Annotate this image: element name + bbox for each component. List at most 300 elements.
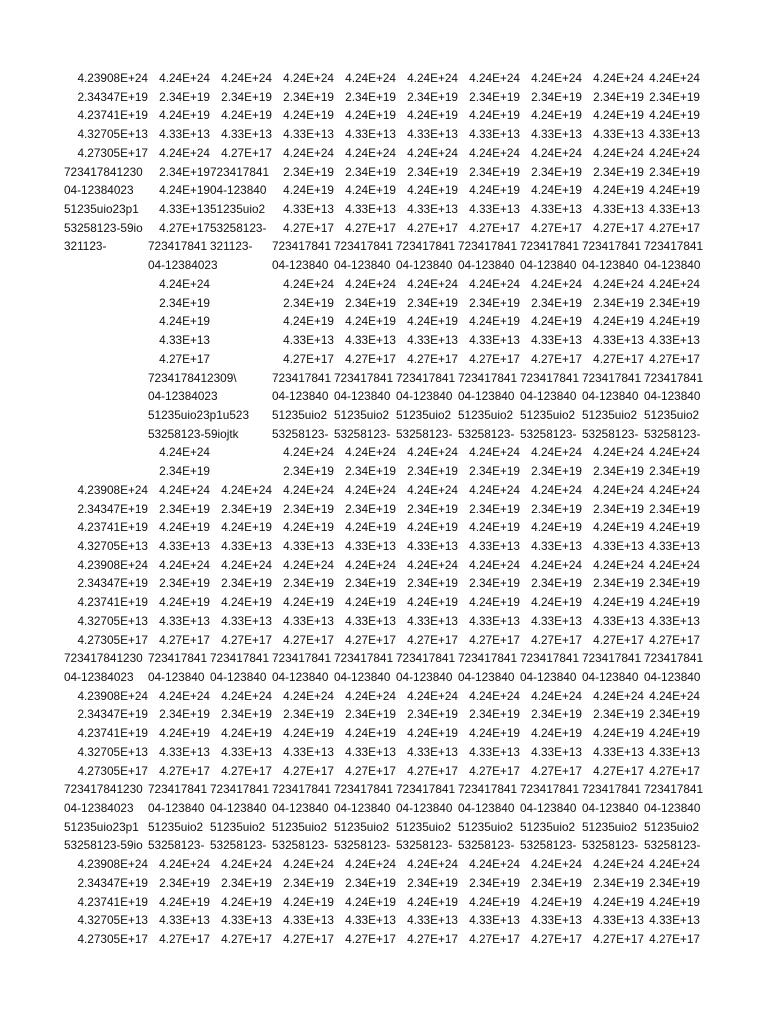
table-cell: 4.23741E+19 <box>77 894 148 909</box>
table-cell: 723417841 <box>210 164 270 179</box>
table-cell: 2.34E+19 <box>531 875 582 890</box>
table-cell <box>64 256 148 275</box>
table-cell <box>210 406 272 425</box>
table-cell <box>210 387 272 406</box>
table-cell: 2.34E+19 <box>469 464 520 479</box>
table-cell: 4.27E+17 <box>593 220 644 235</box>
table-cell: 4.24E+24 <box>345 445 396 460</box>
table-cell: 4.24E+19 <box>221 726 272 741</box>
table-cell: 04-123840 <box>582 801 639 816</box>
table-cell: 723417841 <box>272 370 332 385</box>
table-cell: 04-123840 <box>210 670 267 684</box>
table-cell: 4.27E+17 <box>593 763 644 778</box>
table-cell: 4.27E+17 <box>283 351 334 366</box>
table-cell: 2.34E+19 <box>649 707 700 722</box>
table-cell: 4.24E+24 <box>221 688 272 703</box>
table-cell: 4.24E+19 <box>221 894 272 909</box>
table-row <box>64 144 704 163</box>
table-cell: 4.27E+17 <box>221 632 272 647</box>
table-cell: 4.24E+19 <box>159 595 210 610</box>
table-cell: 4.33E+13 <box>469 744 520 759</box>
table-cell: 51235uio2 <box>582 407 638 422</box>
table-cell: 51235uio2 <box>520 407 576 422</box>
table-cell: 4.27E+17 <box>407 351 458 366</box>
table-row <box>64 574 704 593</box>
table-cell: 2.34E+19 <box>283 164 334 179</box>
table-cell: 4.24E+24 <box>649 482 700 497</box>
table-cell <box>64 275 148 294</box>
table-row <box>64 724 704 743</box>
table-cell: 4.24E+24 <box>345 857 396 872</box>
table-cell: 4.24E+24 <box>649 145 700 160</box>
table-row <box>64 687 704 706</box>
table-row <box>64 631 704 650</box>
table-cell: 04-123840 <box>148 801 205 816</box>
table-cell: 4.24E+24 <box>221 482 272 497</box>
table-cell: 4.23741E+19 <box>77 520 148 535</box>
table-cell: 4.27E+17 <box>283 932 334 947</box>
table-row <box>64 219 704 238</box>
table-cell: 51235uio23p1u523 <box>148 407 250 422</box>
table-cell: 04-12384023 <box>148 389 218 404</box>
table-row <box>64 312 704 331</box>
table-cell: 723417841 <box>396 782 456 797</box>
table-cell: 4.27E+17 <box>469 932 520 947</box>
table-cell: 51235uio2 <box>644 407 700 422</box>
table-cell: 4.33E+13 <box>407 538 458 553</box>
table-cell: 4.24E+19 <box>283 183 334 198</box>
table-cell: 4.33E+13 <box>469 913 520 928</box>
table-cell: 04-123840 <box>458 258 515 273</box>
table-cell: 321123- <box>64 239 107 254</box>
table-cell <box>64 331 148 350</box>
table-cell: 4.24E+19 <box>593 520 644 535</box>
table-cell: 2.34E+19 <box>593 295 644 310</box>
table-cell <box>210 312 272 331</box>
table-cell: 4.27E+17 <box>345 763 396 778</box>
table-cell: 04-123840 <box>582 670 639 684</box>
table-cell <box>64 294 148 313</box>
table-cell: 4.24E+24 <box>593 688 644 703</box>
table-cell: 53258123- <box>396 426 453 441</box>
table-cell: 4.33E+13 <box>283 127 334 142</box>
table-cell: 723417841 <box>148 239 208 254</box>
table-cell: 4.24E+19 <box>283 520 334 535</box>
table-cell: 04-123840 <box>396 801 453 816</box>
table-cell: 4.24E+24 <box>221 857 272 872</box>
table-cell: 4.27305E+17 <box>77 632 148 647</box>
table-cell: 4.32705E+13 <box>77 127 148 142</box>
table-cell: 723417841 <box>334 782 394 797</box>
table-cell <box>210 425 272 444</box>
table-cell <box>64 462 148 481</box>
table-cell: 723417841230 <box>64 651 143 666</box>
table-cell: 4.33E+13 <box>469 127 520 142</box>
table-cell: 4.27E+17 <box>345 932 396 947</box>
table-cell: 2.34E+19 <box>531 464 582 479</box>
table-cell: 4.24E+19 <box>469 595 520 610</box>
table-cell: 4.24E+19 <box>407 595 458 610</box>
table-cell: 53258123- <box>210 838 267 853</box>
table-cell: 4.24E+24 <box>345 688 396 703</box>
table-cell: 4.24E+19 <box>407 520 458 535</box>
table-cell: 4.24E+24 <box>407 557 458 572</box>
table-cell <box>210 256 272 275</box>
table-cell: 4.24E+19 <box>221 108 272 123</box>
table-cell: 4.24E+19 <box>345 108 396 123</box>
table-cell: 04-123840 <box>644 389 701 404</box>
table-cell: 4.33E+13 <box>649 744 700 759</box>
table-cell: 4.24E+24 <box>469 445 520 460</box>
table-cell: 4.33E+13 <box>593 613 644 628</box>
table-cell: 04-123840 <box>272 389 329 404</box>
table-cell: 51235uio2 <box>210 202 266 217</box>
table-cell: 4.24E+24 <box>345 557 396 572</box>
table-cell: 2.34E+19 <box>345 875 396 890</box>
table-cell: 4.33E+13 <box>531 127 582 142</box>
table-row <box>64 556 704 575</box>
table-cell: 4.27E+17 <box>531 932 582 947</box>
table-cell: 723417841 <box>582 651 642 666</box>
table-cell: 2.34E+19 <box>531 295 582 310</box>
table-cell: 04-123840 <box>334 258 391 273</box>
table-cell: 723417841 <box>458 651 518 666</box>
table-cell: 2.34E+19 <box>345 464 396 479</box>
table-cell: 4.33E+13 <box>531 333 582 348</box>
table-cell: 4.24E+19 <box>649 183 700 198</box>
table-cell: 723417841 <box>272 782 332 797</box>
table-cell: 04-123840 <box>210 801 267 816</box>
table-cell: 4.24E+24 <box>159 482 210 497</box>
table-cell: 723417841 <box>520 370 580 385</box>
table-cell: 53258123- <box>644 838 701 853</box>
table-cell: 2.34E+19 <box>593 875 644 890</box>
table-cell: 4.24E+24 <box>283 445 334 460</box>
table-cell: 4.24E+19 <box>159 894 210 909</box>
table-row <box>64 780 704 799</box>
table-cell: 4.27E+17 <box>649 932 700 947</box>
table-cell: 2.34E+19 <box>531 89 582 104</box>
table-cell: 2.34E+19 <box>283 295 334 310</box>
table-row <box>64 443 704 462</box>
table-cell: 4.24E+19 <box>593 314 644 329</box>
table-cell: 4.24E+24 <box>283 71 334 85</box>
table-cell: 4.23908E+24 <box>77 688 148 703</box>
table-cell: 4.24E+24 <box>469 857 520 872</box>
table-cell: 4.24E+24 <box>649 857 700 872</box>
table-cell: 2.34E+19 <box>469 501 520 516</box>
table-row <box>64 425 704 444</box>
table-cell: 4.27E+17 <box>593 351 644 366</box>
table-cell: 4.33E+13 <box>283 538 334 553</box>
table-cell: 2.34E+19 <box>649 464 700 479</box>
table-cell: 4.33E+13 <box>345 538 396 553</box>
table-cell: 4.33E+13 <box>469 538 520 553</box>
table-cell: 4.24E+19 <box>469 520 520 535</box>
table-row <box>64 762 704 781</box>
table-cell: 4.27E+17 <box>159 632 210 647</box>
table-cell: 4.27E+17 <box>345 351 396 366</box>
table-cell: 4.24E+19 <box>345 894 396 909</box>
table-cell: 4.24E+24 <box>531 482 582 497</box>
table-cell: 4.27E+17 <box>531 632 582 647</box>
table-cell: 4.27E+17 <box>159 763 210 778</box>
table-cell: 04-12384023 <box>64 801 134 816</box>
table-cell: 2.34E+19 <box>469 576 520 591</box>
table-row <box>64 668 704 687</box>
table-cell: 723417841 <box>644 782 704 797</box>
table-cell: 4.24E+24 <box>649 557 700 572</box>
table-cell: 2.34E+19 <box>649 89 700 104</box>
table-cell: 2.34E+19 <box>531 501 582 516</box>
table-cell: 4.33E+13 <box>159 913 210 928</box>
table-cell: 2.34E+19 <box>407 464 458 479</box>
table-cell: 04-123840 <box>644 258 701 273</box>
table-cell <box>210 275 272 294</box>
table-cell: 4.33E+13 <box>283 744 334 759</box>
table-cell: 4.24E+24 <box>283 482 334 497</box>
table-cell: 4.24E+19 <box>283 726 334 741</box>
table-cell: 4.24E+19 <box>593 108 644 123</box>
table-cell: 4.33E+13 <box>159 333 210 348</box>
table-cell: 723417841 <box>520 239 580 254</box>
table-cell: 4.33E+13 <box>283 202 334 217</box>
table-cell: 723417841230 <box>64 782 143 797</box>
table-cell: 723417841 <box>644 239 704 254</box>
table-row <box>64 855 704 874</box>
table-cell: 723417841 <box>272 651 332 666</box>
table-cell: 2.34E+19 <box>593 501 644 516</box>
table-cell: 4.24E+19 <box>469 726 520 741</box>
table-cell: 4.33E+13 <box>345 127 396 142</box>
table-cell: 4.24E+19 <box>159 108 210 123</box>
table-cell: 4.27E+17 <box>649 763 700 778</box>
table-cell: 4.24E+24 <box>469 276 520 291</box>
table-cell: 4.33E+13 <box>407 744 458 759</box>
table-cell: 04-123840 <box>520 801 577 816</box>
table-cell: 4.24E+24 <box>159 71 210 85</box>
table-row <box>64 593 704 612</box>
table-cell: 4.24E+19 <box>649 314 700 329</box>
table-cell: 53258123- <box>458 838 515 853</box>
table-cell: 2.34347E+19 <box>77 875 148 890</box>
table-cell: 723417841 <box>520 782 580 797</box>
table-cell: 04-123840 <box>272 801 329 816</box>
table-cell <box>210 443 272 462</box>
table-row <box>64 163 704 182</box>
table-cell: 4.24E+19 <box>407 726 458 741</box>
table-cell: 4.27E+17 <box>159 932 210 947</box>
table-cell: 2.34E+19 <box>649 576 700 591</box>
table-cell: 723417841 <box>148 782 208 797</box>
table-cell: 04-123840 <box>334 670 391 684</box>
table-cell: 04-123840 <box>396 389 453 404</box>
table-row <box>64 911 704 930</box>
table-cell: 4.27E+17 <box>345 220 396 235</box>
table-cell: 4.24E+24 <box>345 482 396 497</box>
table-cell: 4.24E+19 <box>469 894 520 909</box>
table-cell: 4.24E+24 <box>469 688 520 703</box>
table-cell: 4.33E+13 <box>649 913 700 928</box>
table-cell: 4.27E+17 <box>221 145 272 160</box>
table-cell <box>64 406 148 425</box>
table-cell: 723417841 <box>458 239 518 254</box>
table-cell: 53258123-59io <box>64 838 143 853</box>
table-cell: 51235uio2 <box>458 819 514 834</box>
table-cell: 04-12384023 <box>64 183 134 198</box>
table-cell: 53258123-59io <box>64 220 143 235</box>
table-cell: 4.33E+13 <box>593 333 644 348</box>
table-cell: 2.34E+19 <box>593 89 644 104</box>
table-cell: 4.24E+24 <box>649 688 700 703</box>
table-cell: 2.34E+19 <box>407 875 458 890</box>
table-cell: 2.34E+19 <box>531 576 582 591</box>
table-cell: 4.24E+24 <box>649 445 700 460</box>
table-cell: 04-123840 <box>582 258 639 273</box>
table-cell: 4.24E+19 <box>649 520 700 535</box>
table-cell: 4.24E+24 <box>345 71 396 85</box>
table-cell: 4.24E+24 <box>531 276 582 291</box>
table-cell: 4.24E+19 <box>469 183 520 198</box>
table-cell: 4.24E+19 <box>531 894 582 909</box>
table-row <box>64 106 704 125</box>
table-cell: 51235uio2 <box>520 819 576 834</box>
table-cell: 4.24E+24 <box>649 276 700 291</box>
table-row <box>64 743 704 762</box>
table-cell: 4.33E+13 <box>221 127 272 142</box>
table-cell: 4.33E+13 <box>159 613 210 628</box>
table-cell: 4.27305E+17 <box>77 145 148 160</box>
table-cell: 4.24E+24 <box>593 482 644 497</box>
table-cell: 4.24E+19 <box>649 108 700 123</box>
table-cell: 4.24E+24 <box>283 557 334 572</box>
table-cell: 04-123840 <box>458 801 515 816</box>
table-cell: 53258123- <box>396 838 453 853</box>
table-cell: 4.33E+13 <box>407 333 458 348</box>
table-cell: 4.27E+17 <box>469 763 520 778</box>
table-cell: 4.27E+17 <box>407 220 458 235</box>
table-cell: 2.34E+19 <box>649 875 700 890</box>
table-cell: 2.34E+19 <box>649 501 700 516</box>
table-cell: 4.27E+17 <box>531 220 582 235</box>
table-cell: 4.24E+24 <box>531 688 582 703</box>
table-cell: 4.33E+13 <box>345 333 396 348</box>
table-cell: 4.33E+13 <box>649 538 700 553</box>
table-cell: 53258123- <box>334 838 391 853</box>
table-cell: 2.34E+19 <box>159 707 210 722</box>
table-cell: 4.24E+24 <box>283 857 334 872</box>
table-cell: 4.27E+17 <box>649 351 700 366</box>
table-cell: 4.27E+17 <box>407 763 458 778</box>
table-cell: 2.34E+19 <box>221 707 272 722</box>
table-cell: 2.34E+19 <box>159 464 210 479</box>
table-row <box>64 387 704 406</box>
table-cell: 4.33E+13 <box>159 538 210 553</box>
table-cell: 53258123- <box>148 838 205 853</box>
table-cell: 4.24E+24 <box>345 145 396 160</box>
table-cell: 723417841 <box>210 651 270 666</box>
table-cell: 4.24E+19 <box>345 314 396 329</box>
table-cell: 53258123-59iojtk <box>148 426 239 441</box>
table-cell: 51235uio2 <box>396 819 452 834</box>
table-cell: 4.23908E+24 <box>77 557 148 572</box>
table-cell: 2.34E+19 <box>159 576 210 591</box>
table-cell: 4.24E+24 <box>283 145 334 160</box>
table-cell: 4.24E+24 <box>159 557 210 572</box>
table-cell: 4.24E+19 <box>469 108 520 123</box>
table-cell: 4.27E+17 <box>407 932 458 947</box>
table-row <box>64 649 704 668</box>
table-cell: 4.24E+19 <box>159 726 210 741</box>
table-cell: 04-123840 <box>520 258 577 273</box>
table-cell: 4.24E+24 <box>531 557 582 572</box>
table-cell: 2.34E+19 <box>221 576 272 591</box>
table-cell: 4.24E+24 <box>407 145 458 160</box>
table-cell: 2.34E+19 <box>283 501 334 516</box>
table-cell: 4.33E+13 <box>159 744 210 759</box>
table-cell: 4.33E+13 <box>159 127 210 142</box>
table-cell: 4.24E+19 <box>593 726 644 741</box>
table-row <box>64 406 704 425</box>
table-cell: 4.24E+24 <box>531 857 582 872</box>
table-cell: 4.27E+17 <box>345 632 396 647</box>
table-cell: 723417841 <box>644 651 704 666</box>
table-cell: 4.27E+17 <box>593 932 644 947</box>
table-cell: 2.34E+19 <box>531 164 582 179</box>
table-cell: 2.34E+19 <box>407 707 458 722</box>
table-cell: 4.27E+17 <box>159 220 210 235</box>
table-cell: 2.34E+19 <box>469 89 520 104</box>
table-cell: 4.32705E+13 <box>77 538 148 553</box>
table-cell: 4.33E+13 <box>221 913 272 928</box>
table-cell: 4.24E+24 <box>593 145 644 160</box>
table-cell: 4.33E+13 <box>649 202 700 217</box>
table-cell: 53258123- <box>458 426 515 441</box>
table-cell: 4.27E+17 <box>407 632 458 647</box>
table-cell: 4.23908E+24 <box>77 857 148 872</box>
table-cell: 4.24E+24 <box>407 71 458 85</box>
table-cell: 321123- <box>210 239 253 254</box>
table-cell: 04-123840 <box>396 258 453 273</box>
table-cell: 2.34E+19 <box>345 164 396 179</box>
table-cell: 4.27E+17 <box>649 220 700 235</box>
table-cell: 4.24E+24 <box>593 71 644 85</box>
table-cell: 53258123- <box>520 426 577 441</box>
table-cell: 4.24E+24 <box>159 688 210 703</box>
table-cell: 4.33E+13 <box>469 333 520 348</box>
table-cell: 4.24E+24 <box>469 557 520 572</box>
table-cell: 4.24E+19 <box>407 894 458 909</box>
table-cell: 723417841 <box>582 782 642 797</box>
table-cell: 4.24E+24 <box>469 145 520 160</box>
table-cell: 53258123- <box>210 220 267 235</box>
table-cell: 4.27E+17 <box>283 632 334 647</box>
table-cell: 51235uio2 <box>644 819 700 834</box>
table-cell: 4.23741E+19 <box>77 595 148 610</box>
table-cell: 4.24E+19 <box>593 894 644 909</box>
table-cell: 04-123840 <box>272 670 329 684</box>
table-cell: 2.34E+19 <box>649 164 700 179</box>
table-row <box>64 874 704 893</box>
table-cell: 53258123- <box>272 426 329 441</box>
table-cell: 4.24E+19 <box>531 183 582 198</box>
table-cell: 4.24E+24 <box>407 857 458 872</box>
table-cell: 04-123840 <box>210 183 267 198</box>
table-cell: 51235uio2 <box>148 819 204 834</box>
table-row <box>64 331 704 350</box>
table-row <box>64 930 704 949</box>
table-cell: 4.33E+13 <box>649 127 700 142</box>
